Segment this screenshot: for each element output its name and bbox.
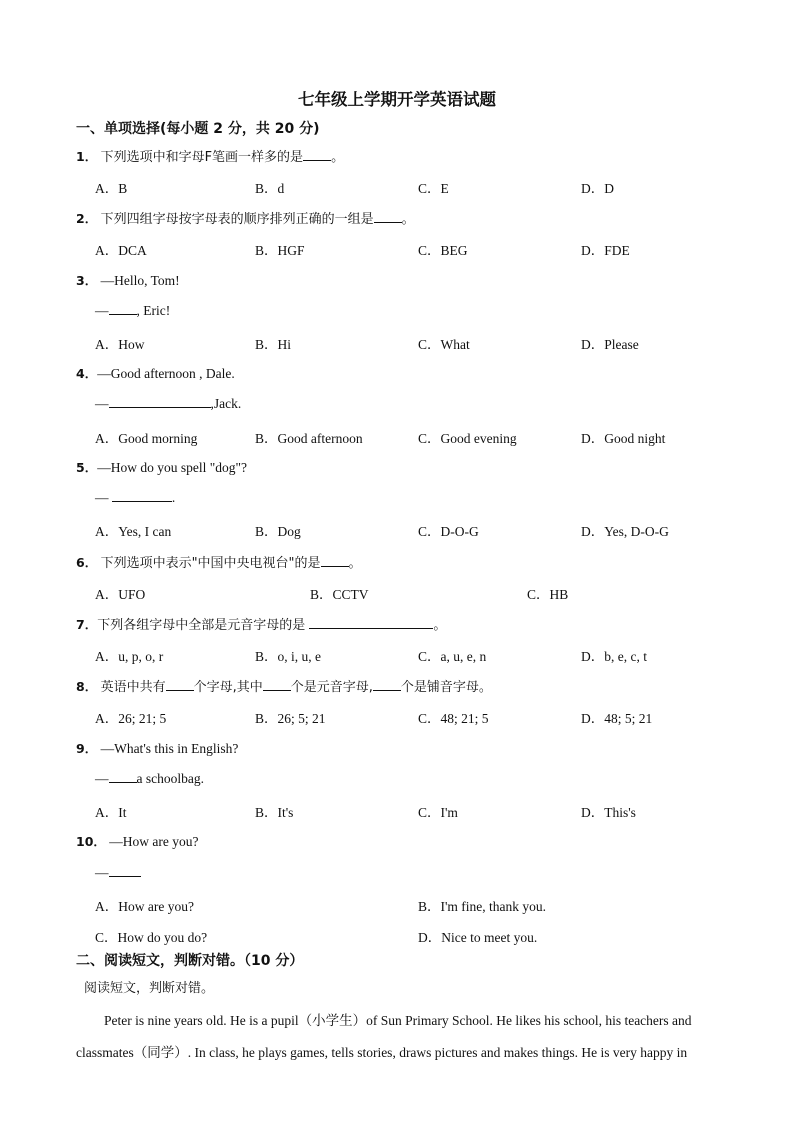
- option-c[interactable]: C．HB: [527, 587, 569, 602]
- stem-part: 个是元音字母,: [290, 680, 373, 695]
- answer-blank[interactable]: [109, 770, 137, 783]
- option-c[interactable]: C．E: [418, 181, 449, 196]
- option-c[interactable]: C．a, u, e, n: [418, 649, 487, 664]
- option-a[interactable]: A．DCA: [95, 243, 147, 258]
- question-number: 8．: [76, 679, 98, 694]
- dialogue-line: —How are you?: [109, 834, 199, 849]
- dash: —: [95, 490, 112, 505]
- option-b[interactable]: B．I'm fine, thank you.: [418, 899, 547, 914]
- answer-blank[interactable]: [303, 148, 331, 161]
- answer-blank[interactable]: [374, 210, 402, 223]
- question-number: 9．: [76, 741, 98, 756]
- option-d[interactable]: D．Good night: [581, 431, 666, 446]
- question-8: [76, 676, 492, 695]
- option-d[interactable]: D．Please: [581, 337, 639, 352]
- question-number: 2．: [76, 211, 98, 226]
- option-d[interactable]: D．FDE: [581, 243, 630, 258]
- answer-blank[interactable]: [263, 678, 291, 691]
- stem-end: 。: [331, 150, 345, 165]
- question-1: [76, 146, 344, 165]
- option-b[interactable]: B．It's: [255, 805, 294, 820]
- dash: —: [95, 303, 109, 318]
- reply-text: , Eric!: [136, 303, 171, 318]
- answer-blank[interactable]: [166, 678, 194, 691]
- page-title: 七年级上学期开学英语试题: [298, 90, 496, 109]
- dialogue-reply: [95, 302, 170, 319]
- section-2-heading: 二、阅读短文，判断对错。（10 分）: [76, 953, 304, 969]
- option-a[interactable]: A．UFO: [95, 587, 146, 602]
- option-b[interactable]: B．Hi: [255, 337, 292, 352]
- answer-blank[interactable]: [109, 302, 137, 315]
- question-number: 4．: [76, 366, 98, 381]
- question-stem: 下列选项中和字母F笔画一样多的是: [100, 150, 304, 165]
- option-a[interactable]: A．Good morning: [95, 431, 198, 446]
- option-d[interactable]: D．Yes, D-O-G: [581, 524, 669, 539]
- passage-line-2: classmates（同学）. In class, he plays games, tells stories, draws pictures and makes things. He is very happy in: [76, 1045, 688, 1060]
- dash: —: [95, 771, 109, 786]
- question-number: 3．: [76, 273, 98, 288]
- option-b[interactable]: B．d: [255, 181, 285, 196]
- dialogue-line: —What's this in English?: [100, 741, 239, 756]
- question-10: [76, 832, 199, 850]
- dialogue-reply: [95, 489, 175, 506]
- question-7: [76, 614, 446, 633]
- option-d[interactable]: D．This's: [581, 805, 636, 820]
- question-number: 10．: [76, 834, 106, 849]
- option-d[interactable]: D．48; 5; 21: [581, 711, 653, 726]
- option-d[interactable]: D．Nice to meet you.: [418, 930, 538, 945]
- answer-blank[interactable]: [373, 678, 401, 691]
- option-a[interactable]: A．26; 21; 5: [95, 711, 167, 726]
- option-a[interactable]: A．How are you?: [95, 899, 194, 914]
- stem-part: 个字母,其中: [193, 680, 263, 695]
- question-number: 5．: [76, 460, 98, 475]
- stem-end: 。: [433, 618, 447, 633]
- answer-blank[interactable]: [112, 489, 172, 502]
- option-c[interactable]: C．Good evening: [418, 431, 517, 446]
- dialogue-line: —How do you spell "dog"?: [97, 460, 247, 475]
- question-9: [76, 739, 238, 757]
- answer-blank[interactable]: [321, 554, 349, 567]
- question-5: [76, 458, 247, 476]
- option-a[interactable]: A．Yes, I can: [95, 524, 172, 539]
- reply-text: ,Jack.: [210, 396, 242, 411]
- option-c[interactable]: C．What: [418, 337, 470, 352]
- stem-end: 。: [348, 556, 362, 571]
- section-2-instruction: 阅读短文，判断对错。: [84, 981, 215, 996]
- question-number: 6．: [76, 555, 98, 570]
- option-a[interactable]: A．How: [95, 337, 145, 352]
- option-c[interactable]: C．How do you do?: [95, 930, 208, 945]
- option-c[interactable]: C．BEG: [418, 243, 468, 258]
- reply-text: a schoolbag.: [136, 771, 204, 786]
- option-d[interactable]: D．b, e, c, t: [581, 649, 647, 664]
- option-b[interactable]: B．Good afternoon: [255, 431, 363, 446]
- question-6: [76, 552, 362, 571]
- dialogue-reply: [95, 770, 204, 787]
- section-1-heading: 一、单项选择(每小题 2 分，共 20 分): [76, 121, 320, 137]
- question-stem: 下列选项中表示"中国中央电视台"的是: [100, 556, 321, 571]
- option-b[interactable]: B．CCTV: [310, 587, 369, 602]
- question-number: 7．: [76, 617, 98, 632]
- question-stem: 下列各组字母中全部是元音字母的是: [97, 618, 310, 633]
- dialogue-reply: [95, 864, 141, 881]
- answer-blank[interactable]: [309, 616, 433, 629]
- dialogue-line: —Good afternoon , Dale.: [97, 366, 235, 381]
- question-4: [76, 364, 235, 382]
- stem-part: 英语中共有: [100, 680, 166, 695]
- question-3: [76, 271, 180, 289]
- stem-part: 个是铺音字母。: [400, 680, 492, 695]
- answer-blank[interactable]: [109, 395, 211, 408]
- option-b[interactable]: B．o, i, u, e: [255, 649, 321, 664]
- question-number: 1．: [76, 149, 98, 164]
- dash: —: [95, 865, 109, 880]
- option-b[interactable]: B．Dog: [255, 524, 301, 539]
- option-c[interactable]: C．I'm: [418, 805, 458, 820]
- question-stem: 下列四组字母按字母表的顺序排列正确的一组是: [100, 212, 374, 227]
- question-2: [76, 208, 415, 227]
- option-b[interactable]: B．26; 5; 21: [255, 711, 326, 726]
- reply-text: .: [171, 490, 176, 505]
- option-c[interactable]: C．D-O-G: [418, 524, 479, 539]
- answer-blank[interactable]: [109, 864, 141, 877]
- option-a[interactable]: A．u, p, o, r: [95, 649, 164, 664]
- option-a[interactable]: A．B: [95, 181, 128, 196]
- option-d[interactable]: D．D: [581, 181, 614, 196]
- passage-line-1: Peter is nine years old. He is a pupil（小学生）of Sun Primary School. He likes his school, his teachers and: [104, 1013, 692, 1028]
- dialogue-line: —Hello, Tom!: [100, 273, 180, 288]
- option-a[interactable]: A．It: [95, 805, 127, 820]
- dialogue-reply: [95, 395, 241, 412]
- option-b[interactable]: B．HGF: [255, 243, 305, 258]
- stem-end: 。: [401, 212, 415, 227]
- dash: —: [95, 396, 109, 411]
- option-c[interactable]: C．48; 21; 5: [418, 711, 489, 726]
